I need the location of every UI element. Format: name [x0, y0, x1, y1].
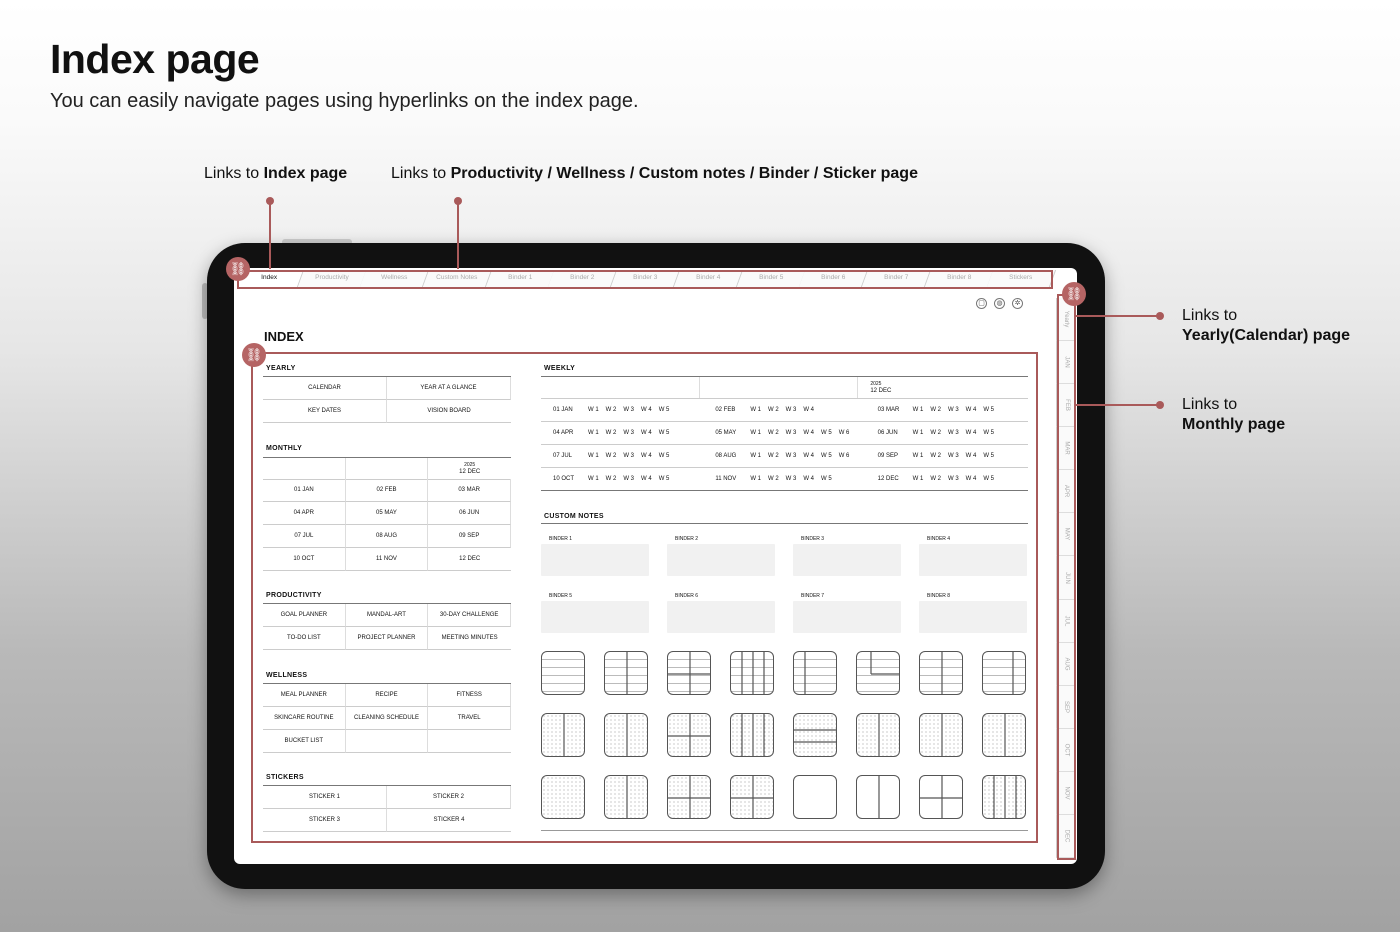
- weekly-week-link[interactable]: W 4: [965, 430, 977, 436]
- weekly-month-group: [541, 407, 703, 413]
- wellness-cell[interactable]: MEAL PLANNER: [263, 684, 346, 707]
- weekly-week-link[interactable]: W 4: [803, 453, 815, 459]
- note-template-thumbnail[interactable]: [856, 775, 900, 819]
- weekly-week-link[interactable]: W 2: [605, 407, 617, 413]
- weekly-week-link[interactable]: W 5: [821, 476, 832, 482]
- monthly-cell[interactable]: 01 JAN: [263, 479, 346, 502]
- weekly-month-link[interactable]: 07 JUL: [553, 453, 573, 459]
- yearly-cell[interactable]: VISION BOARD: [387, 400, 511, 423]
- toolbar-icons: [976, 298, 1023, 309]
- side-tab-label: Yearly: [1063, 310, 1070, 328]
- callout-monthly-line: [1074, 404, 1160, 406]
- weekly-week-link[interactable]: W 1: [588, 430, 599, 436]
- callout-yearly-line2: Yearly(Calendar) page: [1182, 327, 1351, 344]
- binder-2-card[interactable]: [667, 534, 775, 576]
- callout-index-prefix: Links to: [204, 165, 264, 182]
- custom-notes-heading: CUSTOM NOTES: [544, 513, 604, 520]
- weekly-header-year[interactable]: [858, 381, 1028, 395]
- side-tab-label: FEB: [1063, 399, 1070, 412]
- callout-tabs-line: [457, 201, 459, 269]
- monthly-year-month: 12 DEC: [459, 468, 481, 475]
- weekly-week-link[interactable]: W 3: [623, 453, 635, 459]
- weekly-month-group: [703, 430, 865, 436]
- note-template-thumbnail[interactable]: [793, 651, 837, 695]
- weekly-week-link[interactable]: W 5: [983, 476, 995, 482]
- weekly-week-link[interactable]: W 4: [641, 407, 652, 413]
- note-template-thumbnail[interactable]: [982, 775, 1026, 819]
- side-tab-aug[interactable]: [1056, 643, 1076, 686]
- tab-productivity[interactable]: [298, 270, 367, 287]
- link-icon: ⛓: [1062, 282, 1086, 306]
- monthly-cell[interactable]: 09 SEP: [428, 525, 511, 548]
- binder-8-card[interactable]: [919, 591, 1027, 633]
- side-tab-label: JUN: [1063, 571, 1070, 584]
- weekly-week-link[interactable]: W 3: [785, 407, 797, 413]
- monthly-cell[interactable]: 11 NOV: [346, 548, 429, 571]
- binder-4-card[interactable]: [919, 534, 1027, 576]
- templates-divider: [541, 830, 1028, 831]
- binder-label: BINDER 2: [667, 534, 775, 544]
- binder-box: [919, 544, 1027, 576]
- weekly-month-group: [703, 476, 865, 482]
- side-tab-label: NOV: [1063, 786, 1070, 800]
- binder-label: BINDER 1: [541, 534, 649, 544]
- weekly-month-group: [703, 407, 865, 413]
- weekly-month-link[interactable]: 10 OCT: [553, 476, 575, 482]
- tab-binder-4[interactable]: [674, 270, 743, 287]
- weekly-week-link[interactable]: W 3: [948, 476, 959, 482]
- side-tab-label: JAN: [1063, 356, 1070, 368]
- tab-label: Productivity: [314, 274, 349, 281]
- monthly-header-year[interactable]: [428, 458, 511, 480]
- weekly-week-link[interactable]: W 6: [838, 453, 850, 459]
- side-tab-label: MAY: [1063, 528, 1070, 541]
- weekly-week-link[interactable]: W 5: [658, 430, 670, 436]
- side-tab-label: DEC: [1063, 829, 1070, 843]
- monthly-cell[interactable]: 05 MAY: [346, 502, 429, 525]
- side-tab-sep[interactable]: [1056, 686, 1076, 729]
- productivity-cell[interactable]: MANDAL-ART: [346, 604, 429, 627]
- wellness-heading: WELLNESS: [266, 672, 308, 679]
- sticker-cell[interactable]: STICKER 1: [263, 786, 387, 809]
- weekly-month-link[interactable]: 04 APR: [553, 430, 574, 436]
- weekly-month-link[interactable]: 09 SEP: [877, 453, 899, 459]
- side-tab-jun[interactable]: [1056, 556, 1076, 599]
- note-template-thumbnail[interactable]: [541, 713, 585, 757]
- weekly-week-link[interactable]: W 2: [930, 476, 941, 482]
- custom-notes-divider: [541, 523, 1028, 524]
- binder-7-card[interactable]: [793, 591, 901, 633]
- tab-binder-7[interactable]: [862, 270, 931, 287]
- weekly-week-link[interactable]: W 5: [658, 476, 670, 482]
- weekly-week-link[interactable]: W 3: [785, 430, 797, 436]
- top-tab-bar: [238, 270, 1053, 288]
- weekly-week-link[interactable]: W 5: [658, 407, 670, 413]
- weekly-week-link[interactable]: W 3: [948, 453, 959, 459]
- weekly-week-link[interactable]: W 1: [588, 476, 599, 482]
- binder-3-card[interactable]: [793, 534, 901, 576]
- weekly-week-link[interactable]: W 4: [803, 476, 815, 482]
- weekly-week-link[interactable]: W 2: [930, 407, 941, 413]
- weekly-week-link[interactable]: W 1: [912, 430, 924, 436]
- weekly-week-link[interactable]: W 2: [768, 476, 779, 482]
- binder-label: BINDER 6: [667, 591, 775, 601]
- weekly-week-link[interactable]: W 4: [965, 453, 977, 459]
- binder-1-card[interactable]: [541, 534, 649, 576]
- weekly-month-group: [866, 476, 1028, 482]
- side-tab-nov[interactable]: [1056, 772, 1076, 815]
- weekly-week-link[interactable]: W 1: [750, 453, 761, 459]
- wellness-cell[interactable]: BUCKET LIST: [263, 730, 346, 753]
- note-template-thumbnail[interactable]: [667, 651, 711, 695]
- callout-yearly-line: [1074, 315, 1160, 317]
- monthly-cell[interactable]: 12 DEC: [428, 548, 511, 571]
- weekly-week-link[interactable]: W 1: [750, 476, 761, 482]
- tablet-screen: [234, 268, 1077, 864]
- weekly-month-link[interactable]: 06 JUN: [877, 430, 898, 436]
- wellness-cell[interactable]: FITNESS: [428, 684, 511, 707]
- wellness-cell[interactable]: TRAVEL: [428, 707, 511, 730]
- binder-label: BINDER 7: [793, 591, 901, 601]
- callout-yearly-dot: [1156, 312, 1164, 320]
- monthly-cell[interactable]: 08 AUG: [346, 525, 429, 548]
- note-template-thumbnail[interactable]: [982, 651, 1026, 695]
- side-tab-label: APR: [1063, 485, 1070, 498]
- tab-label: Binder 3: [633, 274, 658, 281]
- side-tab-label: JUL: [1063, 615, 1070, 626]
- callout-tabs-dot: [454, 197, 462, 205]
- note-template-thumbnail[interactable]: [919, 775, 963, 819]
- binder-6-card[interactable]: [667, 591, 775, 633]
- tab-label: Binder 6: [821, 274, 846, 281]
- wellness-cell[interactable]: SKINCARE ROUTINE: [263, 707, 346, 730]
- note-template-thumbnail[interactable]: [793, 775, 837, 819]
- weekly-row: [541, 445, 1028, 468]
- stickers-heading: STICKERS: [266, 774, 304, 781]
- weekly-month-group: [866, 407, 1028, 413]
- wellness-cell: [346, 730, 429, 753]
- binder-5-card[interactable]: [541, 591, 649, 633]
- note-template-thumbnail[interactable]: [982, 713, 1026, 757]
- tab-label: Index: [261, 274, 277, 281]
- index-title: INDEX: [264, 329, 304, 344]
- weekly-month-link[interactable]: 03 MAR: [877, 407, 900, 413]
- weekly-month-link[interactable]: 02 FEB: [715, 407, 736, 413]
- weekly-week-link[interactable]: W 4: [641, 476, 652, 482]
- binder-box: [667, 544, 775, 576]
- note-template-thumbnail[interactable]: [793, 713, 837, 757]
- weekly-week-link[interactable]: W 5: [658, 453, 670, 459]
- callout-monthly: [1182, 395, 1285, 435]
- productivity-cell[interactable]: PROJECT PLANNER: [346, 627, 429, 650]
- productivity-cell[interactable]: GOAL PLANNER: [263, 604, 346, 627]
- weekly-row: [541, 399, 1028, 422]
- sticker-cell[interactable]: STICKER 4: [387, 809, 511, 832]
- callout-tabs-bold: Productivity / Wellness / Custom notes / Binder / Sticker page: [450, 165, 918, 182]
- side-tab-label: SEP: [1063, 700, 1070, 713]
- note-template-thumbnail[interactable]: [730, 775, 774, 819]
- side-tab-bar: [1056, 298, 1076, 858]
- productivity-cell[interactable]: 30-DAY CHALLENGE: [428, 604, 511, 627]
- tab-binder-1[interactable]: [486, 270, 555, 287]
- callout-yearly-line1: Links to: [1182, 307, 1238, 324]
- side-tab-dec[interactable]: [1056, 815, 1076, 858]
- binder-box: [793, 544, 901, 576]
- weekly-month-group: [541, 476, 703, 482]
- wellness-grid: [263, 683, 511, 753]
- weekly-week-link[interactable]: W 1: [912, 453, 924, 459]
- tab-binder-6[interactable]: [799, 270, 868, 287]
- weekly-month-link[interactable]: 12 DEC: [877, 476, 899, 482]
- yearly-heading: YEARLY: [266, 365, 296, 372]
- page-subtitle: You can easily navigate pages using hyperlinks on the index page.: [50, 90, 639, 112]
- callout-yearly: [1182, 306, 1350, 346]
- weekly-year-month: 12 DEC: [870, 387, 892, 394]
- note-template-thumbnail[interactable]: [667, 713, 711, 757]
- binder-box: [793, 601, 901, 633]
- weekly-week-link[interactable]: W 3: [948, 407, 959, 413]
- side-tab-mar[interactable]: [1056, 427, 1076, 470]
- note-template-thumbnail[interactable]: [919, 651, 963, 695]
- callout-tabs-prefix: Links to: [391, 165, 451, 182]
- weekly-month-link[interactable]: 11 NOV: [715, 476, 737, 482]
- side-tab-jan[interactable]: [1056, 341, 1076, 384]
- callout-monthly-line2: Monthly page: [1182, 416, 1286, 433]
- tab-wellness[interactable]: [360, 270, 429, 287]
- monthly-cell[interactable]: 06 JUN: [428, 502, 511, 525]
- tab-binder-5[interactable]: [736, 270, 805, 287]
- side-tab-label: OCT: [1063, 743, 1070, 757]
- weekly-year-label: 2025: [870, 380, 882, 387]
- weekly-week-link[interactable]: W 1: [912, 476, 924, 482]
- weekly-week-link[interactable]: W 5: [821, 430, 832, 436]
- weekly-week-link[interactable]: W 4: [803, 430, 815, 436]
- side-tab-label: AUG: [1063, 657, 1070, 671]
- note-template-thumbnail[interactable]: [604, 775, 648, 819]
- wellness-cell[interactable]: CLEANING SCHEDULE: [346, 707, 429, 730]
- wellness-cell: [428, 730, 511, 753]
- weekly-week-link[interactable]: W 2: [768, 453, 779, 459]
- binder-box: [667, 601, 775, 633]
- productivity-grid: [263, 603, 511, 650]
- yearly-cell[interactable]: CALENDAR: [263, 377, 387, 400]
- side-tab-oct[interactable]: [1056, 729, 1076, 772]
- weekly-month-group: [866, 430, 1028, 436]
- binder-box: [919, 601, 1027, 633]
- binder-label: BINDER 4: [919, 534, 1027, 544]
- weekly-week-link[interactable]: W 2: [930, 453, 941, 459]
- binder-label: BINDER 3: [793, 534, 901, 544]
- page-title: Index page: [50, 36, 260, 82]
- weekly-week-link[interactable]: W 3: [623, 407, 635, 413]
- weekly-week-link[interactable]: W 3: [785, 476, 797, 482]
- weekly-week-link[interactable]: W 4: [965, 407, 977, 413]
- side-tab-may[interactable]: [1056, 513, 1076, 556]
- side-tab-apr[interactable]: [1056, 470, 1076, 513]
- inbox-icon[interactable]: ▢: [976, 298, 987, 309]
- monthly-grid: [263, 479, 511, 571]
- weekly-month-group: [541, 453, 703, 459]
- tab-label: Binder 2: [570, 274, 595, 281]
- weekly-week-link[interactable]: W 5: [983, 407, 995, 413]
- weekly-month-link[interactable]: 01 JAN: [553, 407, 573, 413]
- side-tab-label: MAR: [1063, 441, 1070, 455]
- callout-monthly-line1: Links to: [1182, 396, 1238, 413]
- note-template-thumbnail[interactable]: [604, 651, 648, 695]
- weekly-month-group: [541, 430, 703, 436]
- sticker-cell[interactable]: STICKER 2: [387, 786, 511, 809]
- weekly-week-link[interactable]: W 5: [983, 430, 995, 436]
- weekly-week-link[interactable]: W 1: [912, 407, 924, 413]
- note-template-thumbnail[interactable]: [730, 713, 774, 757]
- tab-label: Binder 7: [883, 274, 909, 281]
- monthly-header-row: [263, 457, 511, 480]
- tab-binder-2[interactable]: [548, 270, 617, 287]
- callout-tabs: [391, 165, 918, 183]
- weekly-week-link[interactable]: W 2: [605, 430, 617, 436]
- tab-stickers[interactable]: [987, 270, 1056, 287]
- weekly-week-link[interactable]: W 1: [588, 407, 599, 413]
- monthly-year-label: 2025: [464, 461, 476, 468]
- productivity-cell[interactable]: MEETING MINUTES: [428, 627, 511, 650]
- yearly-cell[interactable]: YEAR AT A GLANCE: [387, 377, 511, 400]
- globe-icon[interactable]: ◍: [994, 298, 1005, 309]
- weekly-week-link[interactable]: W 2: [768, 407, 779, 413]
- sticker-cell[interactable]: STICKER 3: [263, 809, 387, 832]
- monthly-header-blank-1: [263, 458, 346, 480]
- weekly-row: [541, 422, 1028, 445]
- settings-icon[interactable]: ✲: [1012, 298, 1023, 309]
- weekly-month-link[interactable]: 08 AUG: [715, 453, 737, 459]
- note-template-thumbnail[interactable]: [856, 713, 900, 757]
- weekly-week-link[interactable]: W 4: [803, 407, 815, 413]
- weekly-week-link[interactable]: W 3: [948, 430, 959, 436]
- weekly-week-link[interactable]: W 3: [785, 453, 797, 459]
- monthly-header-blank-2: [346, 458, 429, 480]
- side-tab-feb[interactable]: [1056, 384, 1076, 427]
- note-template-thumbnail[interactable]: [667, 775, 711, 819]
- weekly-header-blank-1: [541, 377, 700, 398]
- weekly-month-link[interactable]: 05 MAY: [715, 430, 737, 436]
- tab-binder-3[interactable]: [611, 270, 680, 287]
- callout-index-line: [269, 201, 271, 269]
- note-template-thumbnail[interactable]: [919, 713, 963, 757]
- weekly-week-link[interactable]: W 4: [965, 476, 977, 482]
- tab-custom-notes[interactable]: [423, 270, 492, 287]
- weekly-month-group: [703, 453, 865, 459]
- weekly-week-link[interactable]: W 2: [768, 430, 779, 436]
- tab-binder-8[interactable]: [924, 270, 993, 287]
- monthly-cell[interactable]: 02 FEB: [346, 479, 429, 502]
- monthly-cell[interactable]: 03 MAR: [428, 479, 511, 502]
- tab-label: Binder 4: [695, 274, 720, 281]
- tab-label: Custom Notes: [436, 274, 478, 281]
- productivity-cell[interactable]: TO-DO LIST: [263, 627, 346, 650]
- side-tab-jul[interactable]: [1056, 600, 1076, 643]
- link-icon: ⛓: [242, 343, 266, 367]
- weekly-month-group: [866, 453, 1028, 459]
- weekly-week-link[interactable]: W 5: [821, 453, 832, 459]
- callout-index: [204, 165, 347, 183]
- weekly-heading: WEEKLY: [544, 365, 576, 372]
- monthly-heading: MONTHLY: [266, 445, 303, 452]
- monthly-cell[interactable]: 10 OCT: [263, 548, 346, 571]
- weekly-week-link[interactable]: W 1: [750, 407, 761, 413]
- callout-index-dot: [266, 197, 274, 205]
- note-template-thumbnail[interactable]: [541, 775, 585, 819]
- wellness-cell[interactable]: RECIPE: [346, 684, 429, 707]
- weekly-week-link[interactable]: W 1: [750, 430, 761, 436]
- binder-box: [541, 544, 649, 576]
- weekly-week-link[interactable]: W 6: [838, 430, 850, 436]
- binder-box: [541, 601, 649, 633]
- tab-label: Wellness: [381, 274, 408, 281]
- weekly-week-link[interactable]: W 2: [605, 453, 617, 459]
- callout-monthly-dot: [1156, 401, 1164, 409]
- stickers-grid: [263, 785, 511, 832]
- tab-label: Binder 5: [758, 274, 783, 281]
- note-template-thumbnail[interactable]: [856, 651, 900, 695]
- binder-label: BINDER 5: [541, 591, 649, 601]
- monthly-cell[interactable]: 04 APR: [263, 502, 346, 525]
- tab-label: Binder 1: [507, 274, 532, 281]
- yearly-grid: [263, 376, 511, 423]
- weekly-week-link[interactable]: W 4: [641, 430, 652, 436]
- weekly-header-blank-2: [700, 377, 859, 398]
- tab-label: Binder 8: [946, 274, 971, 281]
- link-icon: ⛓: [226, 257, 250, 281]
- binder-label: BINDER 8: [919, 591, 1027, 601]
- weekly-header-row: [541, 376, 1028, 399]
- weekly-week-link[interactable]: W 3: [623, 430, 635, 436]
- monthly-cell[interactable]: 07 JUL: [263, 525, 346, 548]
- tab-label: Stickers: [1009, 274, 1033, 281]
- weekly-week-link[interactable]: W 1: [588, 453, 599, 459]
- note-template-thumbnail[interactable]: [604, 713, 648, 757]
- callout-index-bold: Index page: [263, 165, 348, 182]
- weekly-week-link[interactable]: W 5: [983, 453, 995, 459]
- weekly-week-link[interactable]: W 2: [605, 476, 617, 482]
- yearly-cell[interactable]: KEY DATES: [263, 400, 387, 423]
- note-template-thumbnail[interactable]: [541, 651, 585, 695]
- weekly-week-link[interactable]: W 2: [930, 430, 941, 436]
- weekly-week-link[interactable]: W 3: [623, 476, 635, 482]
- weekly-row: [541, 468, 1028, 491]
- weekly-week-link[interactable]: W 4: [641, 453, 652, 459]
- note-template-thumbnail[interactable]: [730, 651, 774, 695]
- productivity-heading: PRODUCTIVITY: [266, 592, 322, 599]
